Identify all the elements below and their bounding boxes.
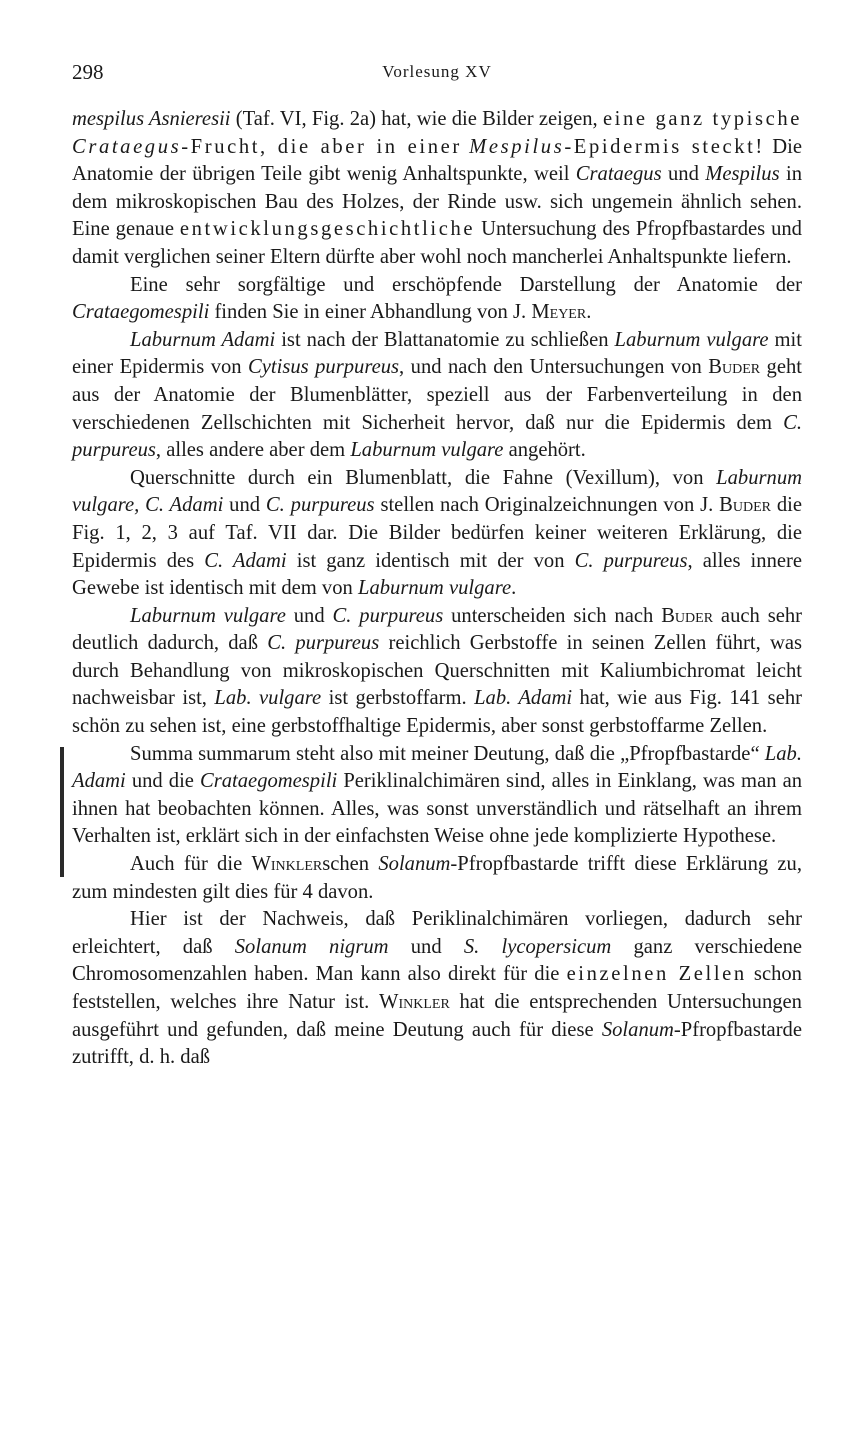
running-head: Vorlesung XV [382,62,492,81]
text-run: und [285,604,333,627]
text-run: und [661,163,706,186]
italic-text: C. purpureus [267,632,380,655]
text-run: in dem mikroskopischen Bau des Holzes, der Rinde usw. sich ungemein ähnlich sehen. Eine genaue [72,163,802,241]
text-run: auch sehr deutlich dadurch, daß [72,604,803,655]
text-run: ist gerbstoffarm. [321,687,475,710]
text-run: schen [322,853,379,876]
text-run: mit einer Epidermis von [72,328,802,379]
text-run: Eine sehr sorgfältige und erschöpfende Darstellung der Anatomie der [130,273,802,296]
text-run: (Taf. VI, Fig. 2a) hat, wie die Bilder zeigen, [230,108,603,130]
spaced-text: einzelnen Zellen [566,963,747,986]
text-run: hat die entsprechenden Untersuchungen ausgeführt und gefunden, daß meine Deutung auch für diese [72,991,802,1041]
text-run: hat, wie aus Fig. 141 sehr schön zu sehen ist, eine gerbstoffhaltige Epidermis, aber sonst gerbstoffarme Zellen. [72,687,802,738]
italic-text: Crataegomespili [72,301,210,324]
text-run: . [586,301,592,324]
italic-text: Lab. Adami [474,687,573,710]
italic-text: C. purpureus [265,494,375,517]
italic-text: Solanum [378,853,451,876]
italic-text: Laburnum Adami [130,328,276,351]
text-run: und die [125,770,200,793]
text-run: . [511,577,517,600]
text-run: , und nach den Untersuchungen von [399,356,709,379]
author-name: Meyer [531,301,587,324]
text-run: -Pfropfbastarde zutrifft, d. h. daß [72,1018,802,1069]
paragraph [72,272,802,327]
body-text [72,106,802,1072]
spaced-text: -Epidermis steckt! [564,135,765,158]
text-run: ganz verschiedene Chromosomenzahlen haben. Man kann also direkt für die [72,935,803,986]
author-name: Winkler [251,853,323,876]
text-run: Summa summarum steht also mit meiner Deutung, daß die „Pfropfbastarde“ [130,742,765,765]
italic-text: Mespilus [705,163,780,186]
text-run: ist nach der Blattanatomie zu schließen [275,328,615,351]
paragraph [72,465,802,603]
author-name: Winkler [379,991,450,1013]
italic-text: Solanum nigrum [234,935,389,958]
italic-text: C. purpureus [332,604,444,627]
text-run: Querschnitte durch ein Blumenblatt, die Fahne (Vexillum), von [130,466,717,489]
page-number: 298 [72,60,104,84]
spaced-text: entwicklungsgeschichtliche [179,218,476,241]
text-run: schon feststellen, welches ihre Natur ist. [72,963,802,1013]
paragraph [72,603,802,741]
text-run: die Fig. 1, 2, 3 auf Taf. VII dar. Die Bilder bedürfen keiner weiteren Erklärung, die Epidermis des [72,494,803,572]
text-run: finden Sie in einer Abhandlung von J. [209,301,532,324]
author-name: Buder [708,356,761,379]
italic-text: Solanum [601,1018,674,1041]
spaced-text: eine ganz typische [602,108,802,130]
italic-text: Crataegus [575,163,662,186]
text-run: Hier ist der Nachweis, daß Periklinalchimären vorliegen, dadurch sehr erleichtert, daß [72,908,802,958]
text-run: Die Anatomie der übrigen Teile gibt wenig Anhaltspunkte, weil [72,135,802,186]
italic-text: Crataegomespili [199,770,338,793]
italic-text: Lab. vulgare [214,687,322,710]
italic-text: mespilus Asnieresii [72,108,231,130]
text-run: Auch für die [130,853,252,876]
text-run: , alles innere Gewebe ist identisch mit dem von [72,549,802,600]
italic-text: Crataegus [72,135,182,158]
page-header [72,60,802,88]
text-run: angehört. [503,439,586,462]
text-run: , alles andere aber dem [155,439,351,462]
paragraph [72,106,802,272]
italic-text: C. purpureus [72,411,802,462]
paragraph [72,741,802,851]
italic-text: Laburnum vulgare [350,439,504,462]
text-run: und [223,494,266,517]
italic-text: Lab. Adami [72,742,802,793]
author-name: Buder [719,494,771,517]
text-run: Untersuchung des Pfropfbastardes und damit verglichen seiner Eltern dürfte aber wohl noch mancherlei Anhaltspunkte liefern. [72,218,802,268]
paragraph [72,851,802,906]
text-run: ist ganz identisch mit der von [286,549,575,572]
italic-text: Laburnum vulgare [614,328,769,351]
text-run: geht aus der Anatomie der Blumenblätter, speziell aus der Farbenverteilung in den verschiedenen Zellschichten mit Sicherheit hervor, daß nur die Epidermis dem [72,356,802,434]
paragraph [72,327,802,465]
paragraph [72,906,802,1072]
italic-text: C. Adami [204,549,287,572]
text-run: unterscheiden sich nach [443,604,662,627]
italic-text: Laburnum vulgare [130,604,286,627]
margin-mark [60,747,64,877]
text-run: Periklinalchimären sind, alles in Einklang, was man an ihnen hat beobachten können. Alles, was sonst unverständlich und rätselhaft an ihrem Verhalten ist, erklärt sich in der einfachsten Weise ohne jede komplizierte Hypothese. [72,770,803,848]
italic-text: S. lycopersicum [463,935,612,958]
italic-text: Cytisus purpureus [248,356,400,379]
author-name: Buder [661,604,714,627]
italic-text: Laburnum vulgare [357,577,512,600]
text-run: stellen nach Originalzeichnungen von J. [374,494,720,517]
text-run: und [388,935,464,958]
text-run: -Pfropfbastarde trifft diese Erklärung zu, zum mindesten gilt dies für 4 davon. [72,853,803,903]
italic-text: C. purpureus [574,549,688,572]
italic-text: Laburnum vulgare, C. Adami [72,466,802,517]
spaced-text: -Frucht, die aber in einer [181,135,462,158]
italic-text: Mespilus [469,135,565,158]
text-run: reichlich Gerbstoffe in seinen Zellen führt, was durch Behandlung von mikroskopischen Querschnitten mit Kaliumbichromat leicht nachweisbar ist, [72,632,802,710]
